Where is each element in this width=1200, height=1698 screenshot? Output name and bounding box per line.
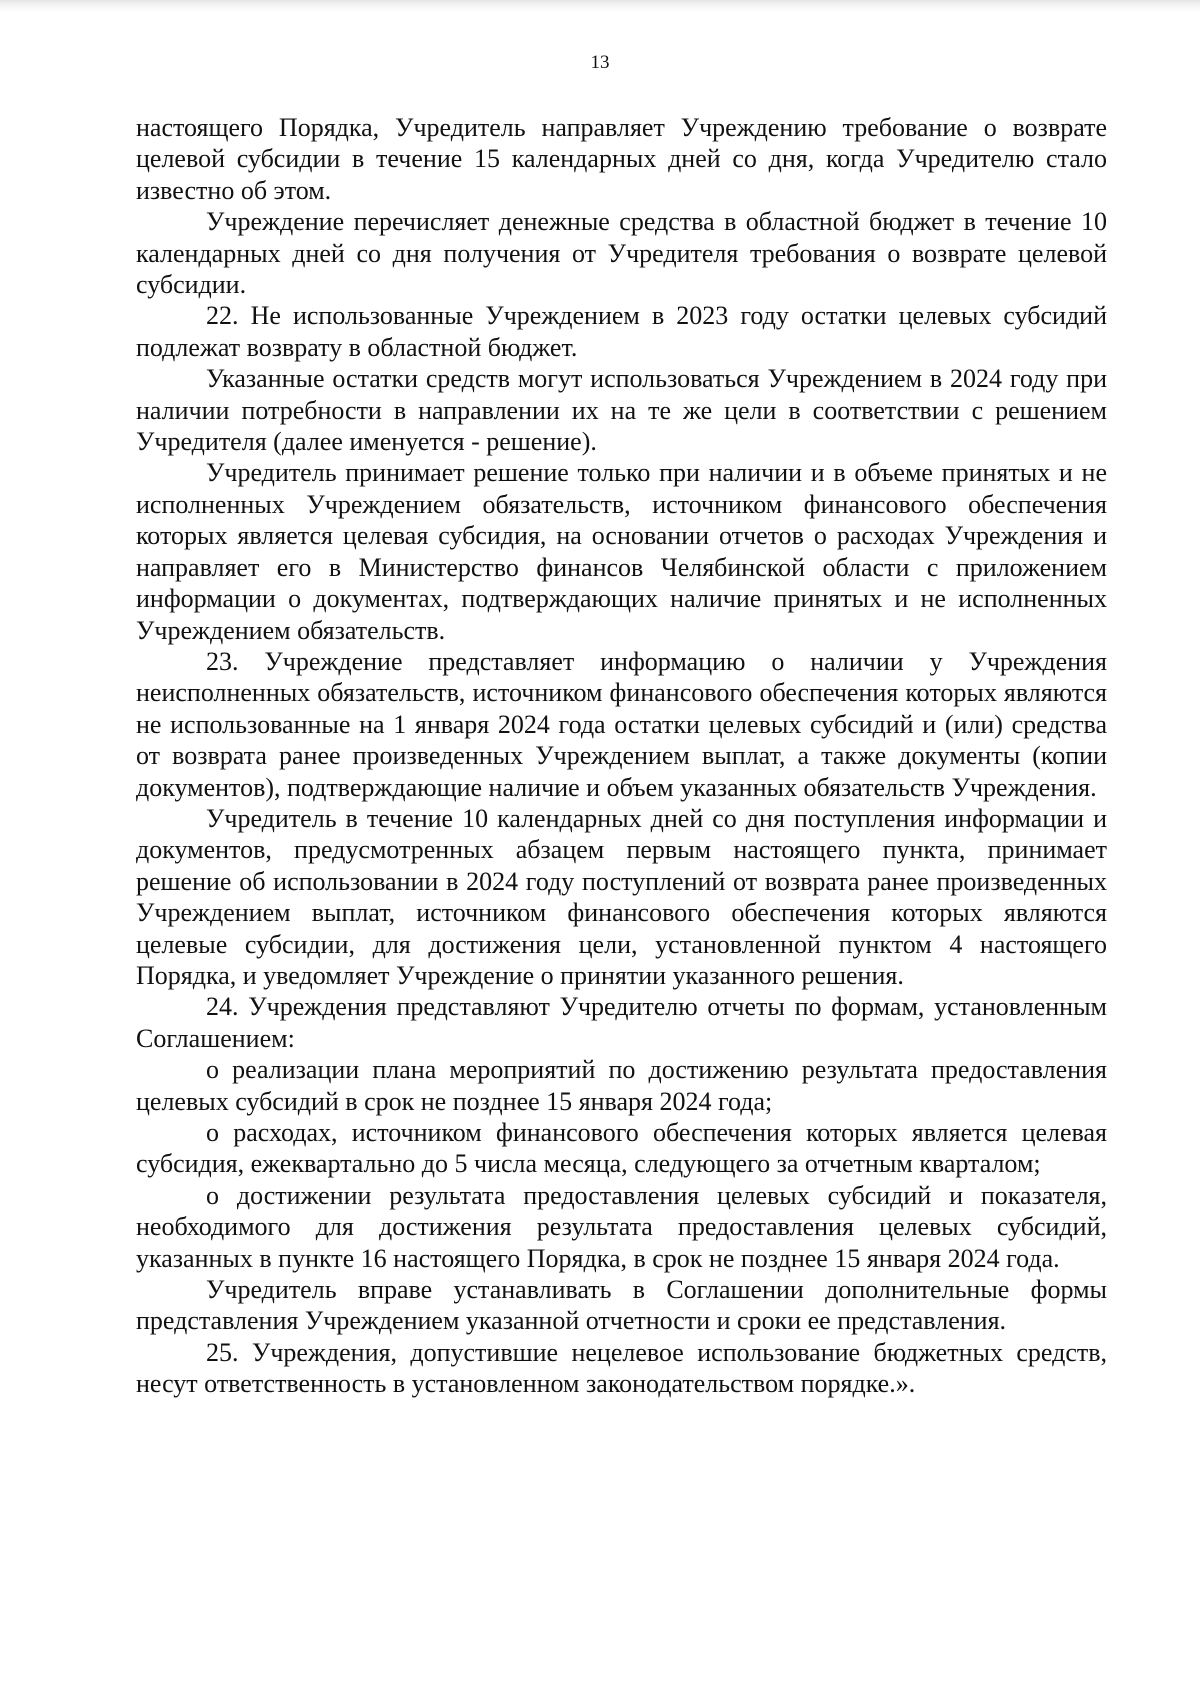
scan-edge-shading bbox=[0, 0, 1200, 14]
paragraph: настоящего Порядка, Учредитель направляет Учреждению требование о возврате целевой субсидии в течение 15 календарных дней со дня, когда Учредителю стало известно об этом. bbox=[136, 113, 1107, 205]
paragraph: Учредитель в течение 10 календарных дней со дня поступления информации и документов, предусмотренных абзацем первым настоящего пункта, принимает решение об использовании в 2024 году поступлений от возврата ранее произведенных Учреждением выплат, источником финансового обеспечения которых являются целевые субсидии, для достижения цели, установленной пунктом 4 настоящего Порядка, и уведомляет Учреждение о принятии указанного решения. bbox=[136, 803, 1107, 990]
paragraph: о расходах, источником финансового обеспечения которых является целевая субсидия, ежеквартально до 5 числа месяца, следующего за отчетным кварталом; bbox=[136, 1118, 1107, 1179]
paragraph: 22. Не использованные Учреждением в 2023 году остатки целевых субсидий подлежат возврату в областной бюджет. bbox=[136, 301, 1107, 362]
paragraph: Учредитель принимает решение только при наличии и в объеме принятых и не исполненных Учреждением обязательств, источником финансового обеспечения которых является целевая субсидия, на основании отчетов о расходах Учреждения и направляет его в Министерство финансов Челябинской области с приложением информации о документах, подтверждающих наличие принятых и не исполненных Учреждением обязательств. bbox=[136, 458, 1107, 645]
paragraph: 23. Учреждение представляет информацию о наличии у Учреждения неисполненных обязательств, источником финансового обеспечения которых являются не использованные на 1 января 2024 года остатки целевых субсидий и (или) средства от возврата ранее произведенных Учреждением выплат, а также документы (копии документов), подтверждающие наличие и объем указанных обязательств Учреждения. bbox=[136, 646, 1107, 802]
document-body bbox=[136, 112, 1107, 1400]
paragraph: 24. Учреждения представляют Учредителю отчеты по формам, установленным Соглашением: bbox=[136, 992, 1107, 1053]
paragraph: Указанные остатки средств могут использоваться Учреждением в 2024 году при наличии потребности в направлении их на те же цели в соответствии с решением Учредителя (далее именуется - решение). bbox=[136, 364, 1107, 457]
paragraph: 25. Учреждения, допустившие нецелевое использование бюджетных средств, несут ответственность в установленном законодательством порядке.». bbox=[136, 1337, 1107, 1399]
paragraph: Учредитель вправе устанавливать в Соглашении дополнительные формы представления Учреждением указанной отчетности и сроки ее представления. bbox=[136, 1275, 1107, 1336]
page-number: 13 bbox=[590, 52, 610, 73]
paragraph: о реализации плана мероприятий по достижению результата предоставления целевых субсидий в срок не позднее 15 января 2024 года; bbox=[136, 1055, 1107, 1116]
paragraph: о достижении результата предоставления целевых субсидий и показателя, необходимого для достижения результата предоставления целевых субсидий, указанных в пункте 16 настоящего Порядка, в срок не позднее 15 января 2024 года. bbox=[136, 1180, 1107, 1273]
paragraph: Учреждение перечисляет денежные средства в областной бюджет в течение 10 календарных дней со дня получения от Учредителя требования о возврате целевой субсидии. bbox=[136, 207, 1107, 300]
